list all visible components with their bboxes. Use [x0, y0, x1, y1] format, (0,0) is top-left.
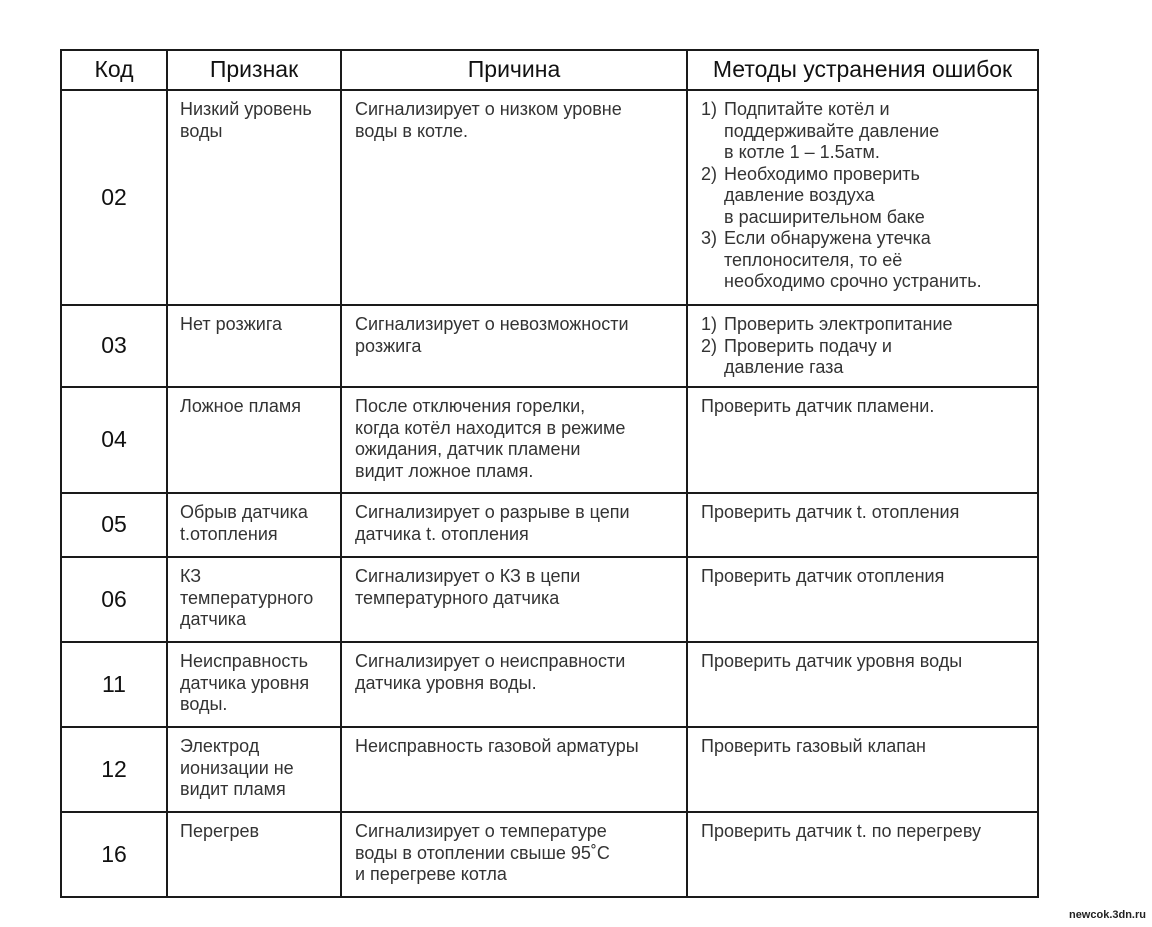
error-code: 11 — [61, 642, 167, 727]
table-row — [61, 727, 1038, 812]
fix-step-text: Если обнаружена утечка теплоносителя, то её необходимо срочно устранить. — [724, 228, 982, 291]
error-fix: Проверить датчик t. отопления — [687, 493, 1038, 557]
error-cause: Сигнализирует о КЗ в цепи температурного датчика — [341, 557, 687, 642]
table-row — [61, 90, 1038, 305]
header-fix: Методы устранения ошибок — [687, 50, 1038, 90]
error-codes-table — [60, 49, 1039, 898]
error-cause: Сигнализирует о разрыве в цепи датчика t. отопления — [341, 493, 687, 557]
header-sign: Признак — [167, 50, 341, 90]
fix-step-number: 3) — [701, 228, 718, 248]
fix-step-text: Подпитайте котёл и поддерживайте давление в котле 1 – 1.5атм. — [724, 99, 940, 162]
fix-steps-list — [701, 314, 1027, 379]
header-cause: Причина — [341, 50, 687, 90]
error-sign: КЗ температурного датчика — [167, 557, 341, 642]
table-row — [61, 557, 1038, 642]
error-fix: Проверить датчик уровня воды — [687, 642, 1038, 727]
fix-step-number: 2) — [701, 163, 718, 184]
error-sign: Перегрев — [167, 812, 341, 897]
error-cause: Сигнализирует о низком уровне воды в котле. — [341, 90, 687, 305]
error-sign: Низкий уровень воды — [167, 90, 341, 305]
error-sign: Ложное пламя — [167, 387, 341, 493]
error-code: 06 — [61, 557, 167, 642]
table-row — [61, 305, 1038, 387]
error-fix: Проверить датчик t. по перегреву — [687, 812, 1038, 897]
watermark: newcok.3dn.ru — [1068, 909, 1146, 921]
fix-step-text: Проверить подачу и давление газа — [724, 335, 892, 377]
table-row — [61, 642, 1038, 727]
fix-step — [701, 228, 1027, 293]
error-cause: Сигнализирует о температуре воды в отоплении свыше 95˚С и перегреве котла — [341, 812, 687, 897]
header-code: Код — [61, 50, 167, 90]
error-code: 05 — [61, 493, 167, 557]
fix-step — [701, 314, 1027, 336]
error-code: 04 — [61, 387, 167, 493]
fix-step-text: Проверить электропитание — [724, 314, 953, 334]
header-row — [61, 50, 1038, 90]
fix-step-text: Необходимо проверить давление воздуха в расширительном баке — [724, 163, 925, 227]
error-code: 02 — [61, 90, 167, 305]
error-sign: Нет розжига — [167, 305, 341, 387]
error-fix — [687, 305, 1038, 387]
fix-step — [701, 99, 1027, 164]
error-fix — [687, 90, 1038, 305]
fix-step-number: 1) — [701, 99, 718, 119]
fix-step-number: 1) — [701, 314, 718, 334]
table-row — [61, 387, 1038, 493]
error-fix: Проверить датчик отопления — [687, 557, 1038, 642]
error-code: 03 — [61, 305, 167, 387]
error-sign: Электрод ионизации не видит пламя — [167, 727, 341, 812]
error-fix: Проверить газовый клапан — [687, 727, 1038, 812]
error-cause: Сигнализирует о неисправности датчика уровня воды. — [341, 642, 687, 727]
fix-step — [701, 164, 1027, 229]
fix-step — [701, 336, 1027, 379]
fix-step-number: 2) — [701, 335, 718, 356]
error-cause: Сигнализирует о невозможности розжига — [341, 305, 687, 387]
error-fix: Проверить датчик пламени. — [687, 387, 1038, 493]
error-cause: После отключения горелки, когда котёл находится в режиме ожидания, датчик пламени видит ложное пламя. — [341, 387, 687, 493]
fix-steps-list — [701, 99, 1027, 293]
error-sign: Неисправность датчика уровня воды. — [167, 642, 341, 727]
error-code: 16 — [61, 812, 167, 897]
error-sign: Обрыв датчика t.отопления — [167, 493, 341, 557]
error-cause: Неисправность газовой арматуры — [341, 727, 687, 812]
table-row — [61, 493, 1038, 557]
error-code: 12 — [61, 727, 167, 812]
table-row — [61, 812, 1038, 897]
